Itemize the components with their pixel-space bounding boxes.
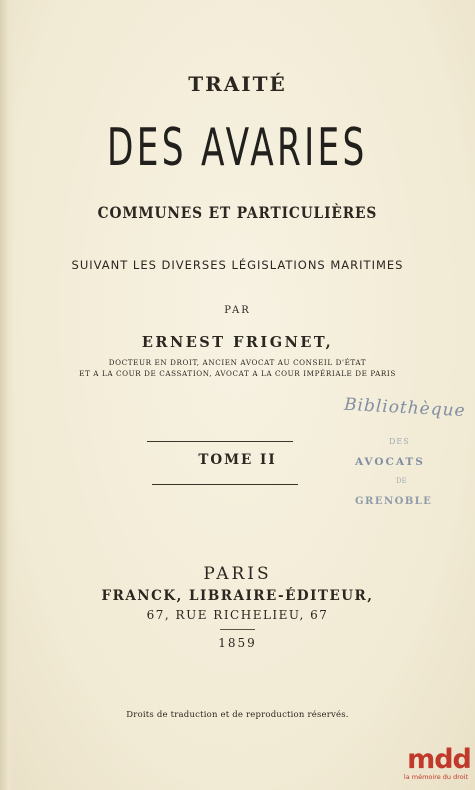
author-credentials-1: DOCTEUR EN DROIT, ANCIEN AVOCAT AU CONSEIL D'ÉTAT <box>108 358 367 367</box>
publication-year: 1859 <box>218 636 257 650</box>
by-label: PAR <box>224 305 251 316</box>
author-credentials-2: ET A LA COUR DE CASSATION, AVOCAT A LA COUR IMPÉRIALE DE PARIS <box>79 369 396 378</box>
publisher-address: 67, RUE RICHELIEU, 67 <box>146 608 329 622</box>
subtitle: COMMUNES ET PARTICULIÈRES <box>97 203 378 222</box>
publication-city: PARIS <box>203 564 272 584</box>
page-gutter-shadow <box>0 0 14 790</box>
volume-label: TOME II <box>198 452 277 468</box>
title-line-1: TRAITÉ <box>188 72 287 96</box>
title-line-2: DES AVARIES <box>107 118 368 178</box>
rights-notice: Droits de traduction et de reproduction réservés. <box>126 710 349 720</box>
divider-small <box>220 629 255 630</box>
publisher: FRANCK, LIBRAIRE-ÉDITEUR, <box>101 588 374 604</box>
divider-bottom <box>152 484 298 485</box>
library-stamp-line-3: AVOCATS <box>355 456 425 468</box>
library-stamp-line-1: Bibliothèque <box>343 394 467 422</box>
divider-top <box>147 441 293 442</box>
library-stamp-line-5: GRENOBLE <box>355 496 433 507</box>
library-stamp-line-2: DES <box>389 437 410 446</box>
author-name: ERNEST FRIGNET, <box>141 334 334 351</box>
logo-caption: la mémoire du droit <box>403 773 469 781</box>
svg-text:mdd: mdd <box>407 744 471 775</box>
library-stamp-line-4: DE <box>396 477 407 485</box>
subtitle-2: SUIVANT LES DIVERSES LÉGISLATIONS MARITIMES <box>71 258 404 272</box>
